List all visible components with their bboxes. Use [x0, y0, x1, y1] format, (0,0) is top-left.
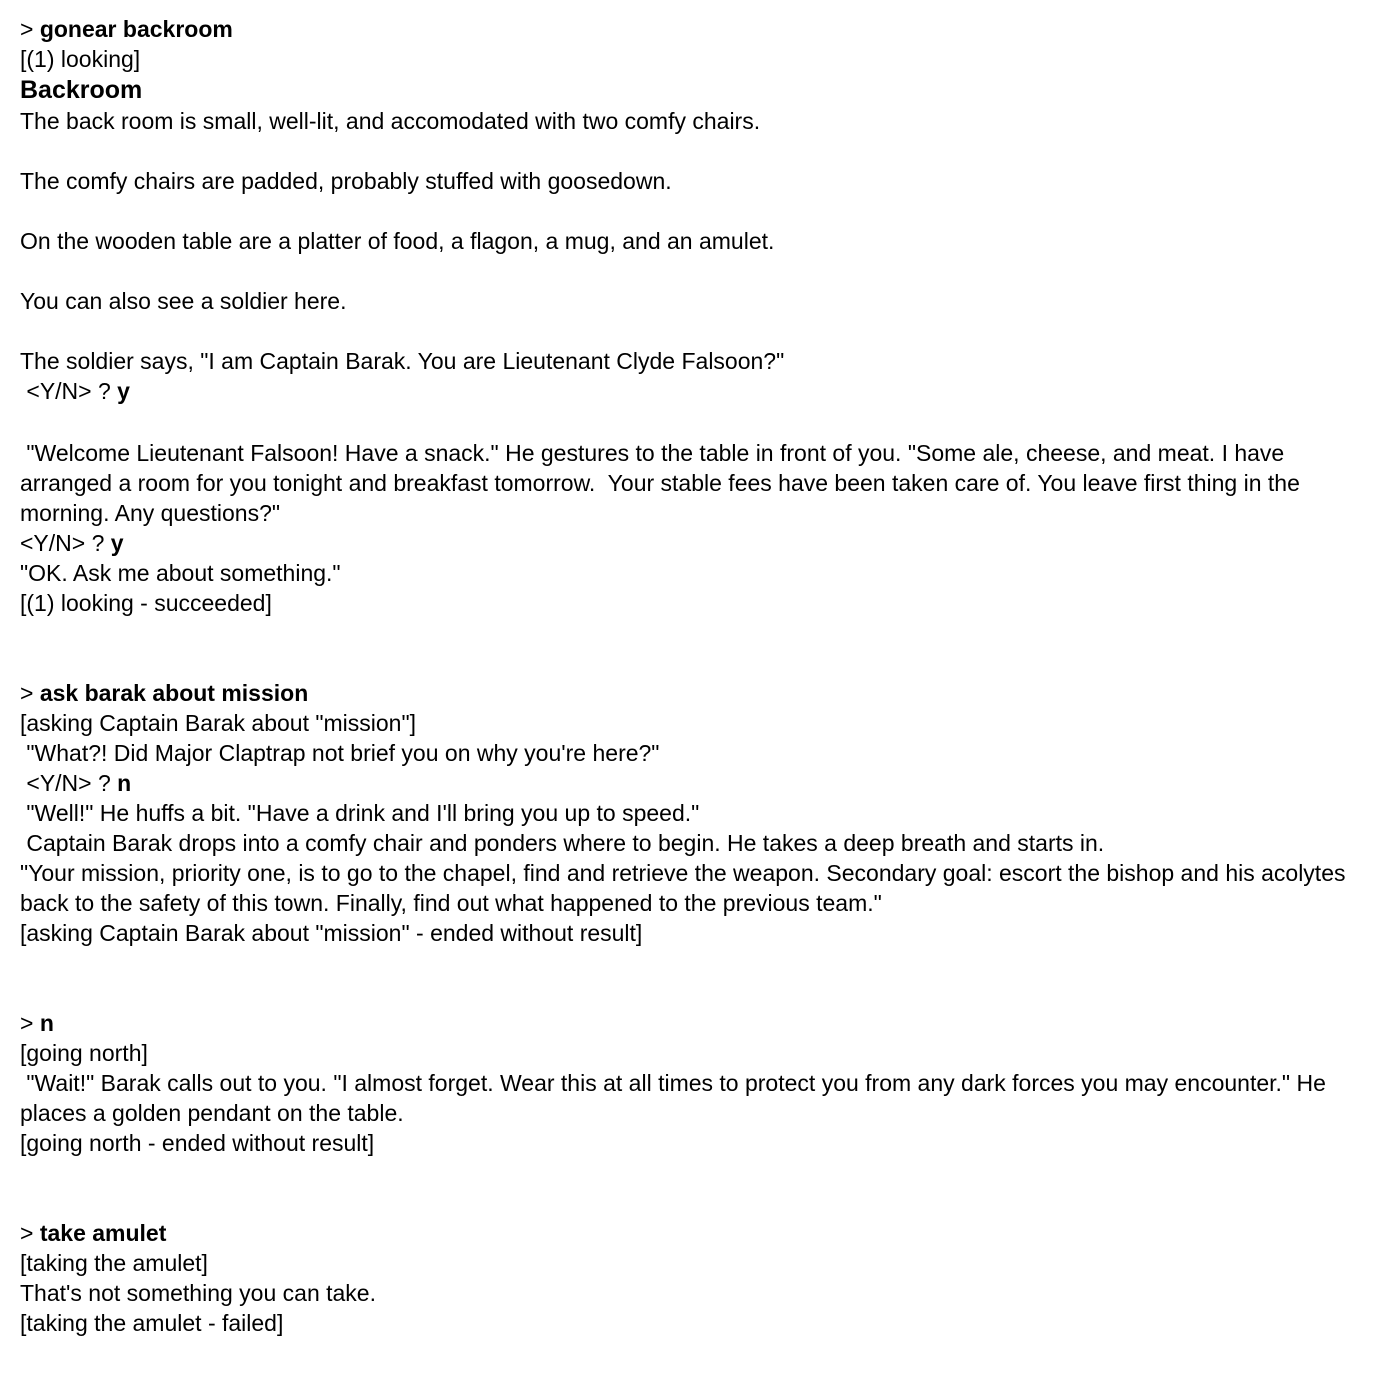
npc-dialogue: "OK. Ask me about something."	[20, 560, 341, 586]
command-line	[20, 1218, 1360, 1248]
yes-no-prompt-text: <Y/N> ?	[20, 378, 118, 404]
npc-dialogue: "What?! Did Major Claptrap not brief you on why you're here?"	[20, 740, 660, 766]
command-text: gonear backroom	[39, 16, 233, 42]
command-prompt: >	[20, 680, 40, 706]
action-start: [(1) looking]	[20, 46, 141, 72]
player-answer: n	[117, 770, 132, 796]
command-prompt: >	[20, 16, 40, 42]
table-contents: On the wooden table are a platter of food, a flagon, a mug, and an amulet.	[20, 228, 775, 254]
yes-no-prompt-text: <Y/N> ?	[20, 770, 118, 796]
room-description: The back room is small, well-lit, and accomodated with two comfy chairs.	[20, 108, 761, 134]
command-line	[20, 678, 1360, 708]
action-end: [taking the amulet - failed]	[20, 1310, 284, 1336]
action-start: [going north]	[20, 1040, 148, 1066]
action-end: [(1) looking - succeeded]	[20, 590, 272, 616]
npc-dialogue: "Well!" He huffs a bit. "Have a drink and I'll bring you up to speed."	[20, 800, 700, 826]
npc-dialogue: The soldier says, "I am Captain Barak. You are Lieutenant Clyde Falsoon?"	[20, 348, 785, 374]
command-line	[20, 1008, 1360, 1038]
npc-dialogue: "Welcome Lieutenant Falsoon! Have a snack." He gestures to the table in front of you. "Some ale, cheese, and meat. I have arranged a room for you tonight and breakfast tomorrow. Your stable fees have been taken care of. You leave first thing in the morning. Any questions?"	[20, 440, 1307, 526]
command-text: ask barak about mission	[39, 680, 309, 706]
yes-no-prompt	[20, 768, 1360, 798]
npc-dialogue: "Your mission, priority one, is to go to the chapel, find and retrieve the weapon. Secondary goal: escort the bishop and his acolytes back to the safety of this town. Finally, find out what happened to the previous team."	[20, 860, 1352, 916]
object-description: The comfy chairs are padded, probably stuffed with goosedown.	[20, 168, 672, 194]
yes-no-prompt-text: <Y/N> ?	[20, 530, 111, 556]
action-end: [asking Captain Barak about "mission" - ended without result]	[20, 920, 643, 946]
yes-no-prompt	[20, 528, 1360, 558]
action-result: That's not something you can take.	[20, 1280, 376, 1306]
action-end: [going north - ended without result]	[20, 1130, 375, 1156]
player-answer: y	[117, 378, 130, 404]
narration: Captain Barak drops into a comfy chair and ponders where to begin. He takes a deep breath and starts in.	[20, 830, 1105, 856]
command-prompt: >	[20, 1010, 40, 1036]
game-transcript	[20, 14, 1360, 1338]
player-answer: y	[110, 530, 124, 556]
command-text: take amulet	[39, 1220, 167, 1246]
action-start: [asking Captain Barak about "mission"]	[20, 710, 417, 736]
room-title: Backroom	[20, 76, 143, 104]
action-start: [taking the amulet]	[20, 1250, 208, 1276]
npc-dialogue: "Wait!" Barak calls out to you. "I almost forget. Wear this at all times to protect you from any dark forces you may encounter." He places a golden pendant on the table.	[20, 1070, 1333, 1126]
command-line	[20, 14, 1360, 44]
command-text: n	[39, 1010, 54, 1036]
npc-presence: You can also see a soldier here.	[20, 288, 347, 314]
yes-no-prompt	[20, 376, 1360, 406]
command-prompt: >	[20, 1220, 40, 1246]
